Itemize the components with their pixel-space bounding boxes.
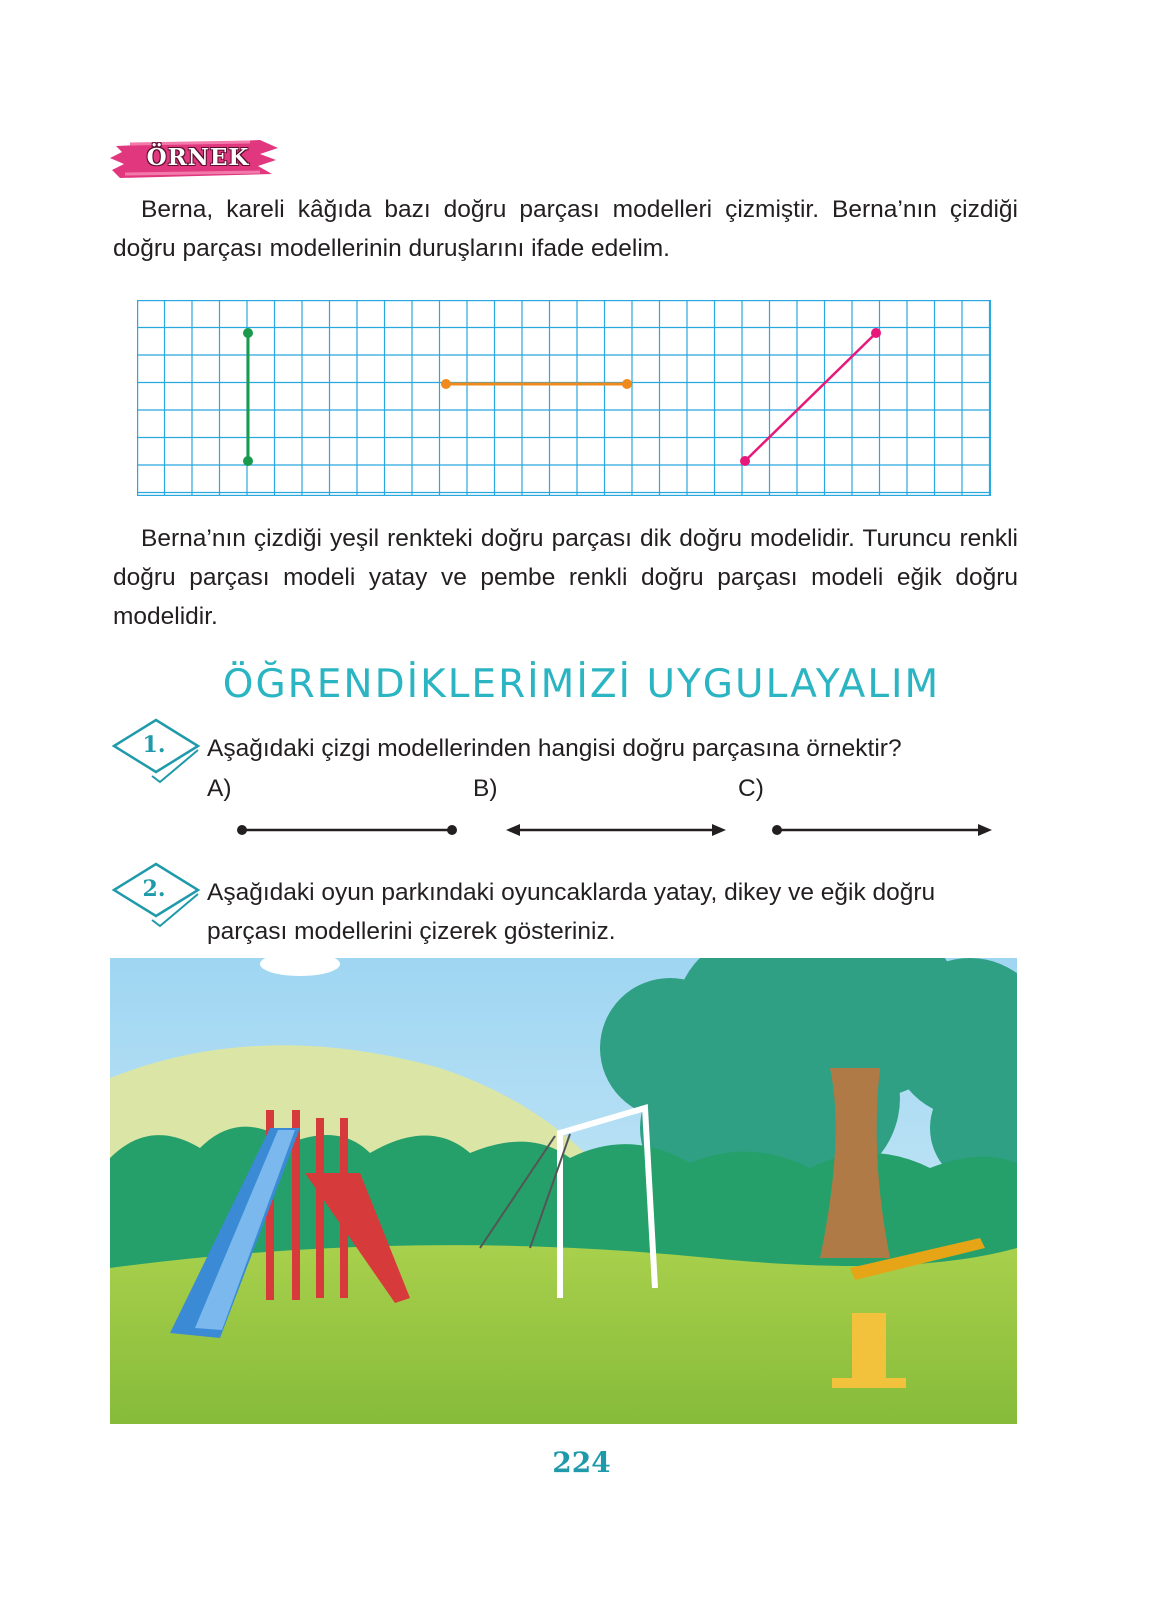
page-number: 224 xyxy=(552,1446,611,1479)
question-2-text: Aşağıdaki oyun parkındaki oyuncaklarda yatay, dikey ve eğik doğru parçası modellerini çizerek gösteriniz. xyxy=(207,879,936,945)
section-title: ÖĞRENDİKLERİMİZİ UYGULAYALIM xyxy=(222,662,941,707)
option-a-line-segment xyxy=(237,825,457,835)
option-b-label: B) xyxy=(473,775,498,802)
intro-paragraph: Berna, kareli kâğıda bazı doğru parçası modelleri çizmiştir. Berna’nın çizdiği doğru parçası modellerinin duruşlarını ifade edelim. xyxy=(113,196,1018,262)
vertical-segment-endpoint xyxy=(243,456,253,466)
playground-illustration xyxy=(110,958,1017,1424)
oblique-segment-endpoint xyxy=(871,328,881,338)
oblique-segment xyxy=(745,333,876,461)
grid-paper xyxy=(137,300,991,496)
horizontal-segment-endpoint xyxy=(441,379,451,389)
question-1-text: Aşağıdaki çizgi modellerinden hangisi doğru parçasına örnektir? xyxy=(207,735,902,762)
explanation-paragraph: Berna’nın çizdiği yeşil renkteki doğru parçası dik doğru modelidir. Turuncu renkli doğru parçası modeli yatay ve pembe renkli doğru parçası modeli eğik doğru modelidir. xyxy=(113,525,1018,630)
horizontal-segment-endpoint xyxy=(622,379,632,389)
oblique-segment-endpoint xyxy=(740,456,750,466)
option-b-straight-line xyxy=(506,824,726,836)
line-options xyxy=(220,810,1000,850)
vertical-segment-endpoint xyxy=(243,328,253,338)
option-c-label: C) xyxy=(738,775,764,802)
option-c-ray xyxy=(772,824,992,836)
question-2-number: 2. xyxy=(142,876,166,902)
question-1-number: 1. xyxy=(142,732,166,758)
ornek-label: ÖRNEK xyxy=(146,144,250,171)
option-a-label: A) xyxy=(207,775,232,802)
